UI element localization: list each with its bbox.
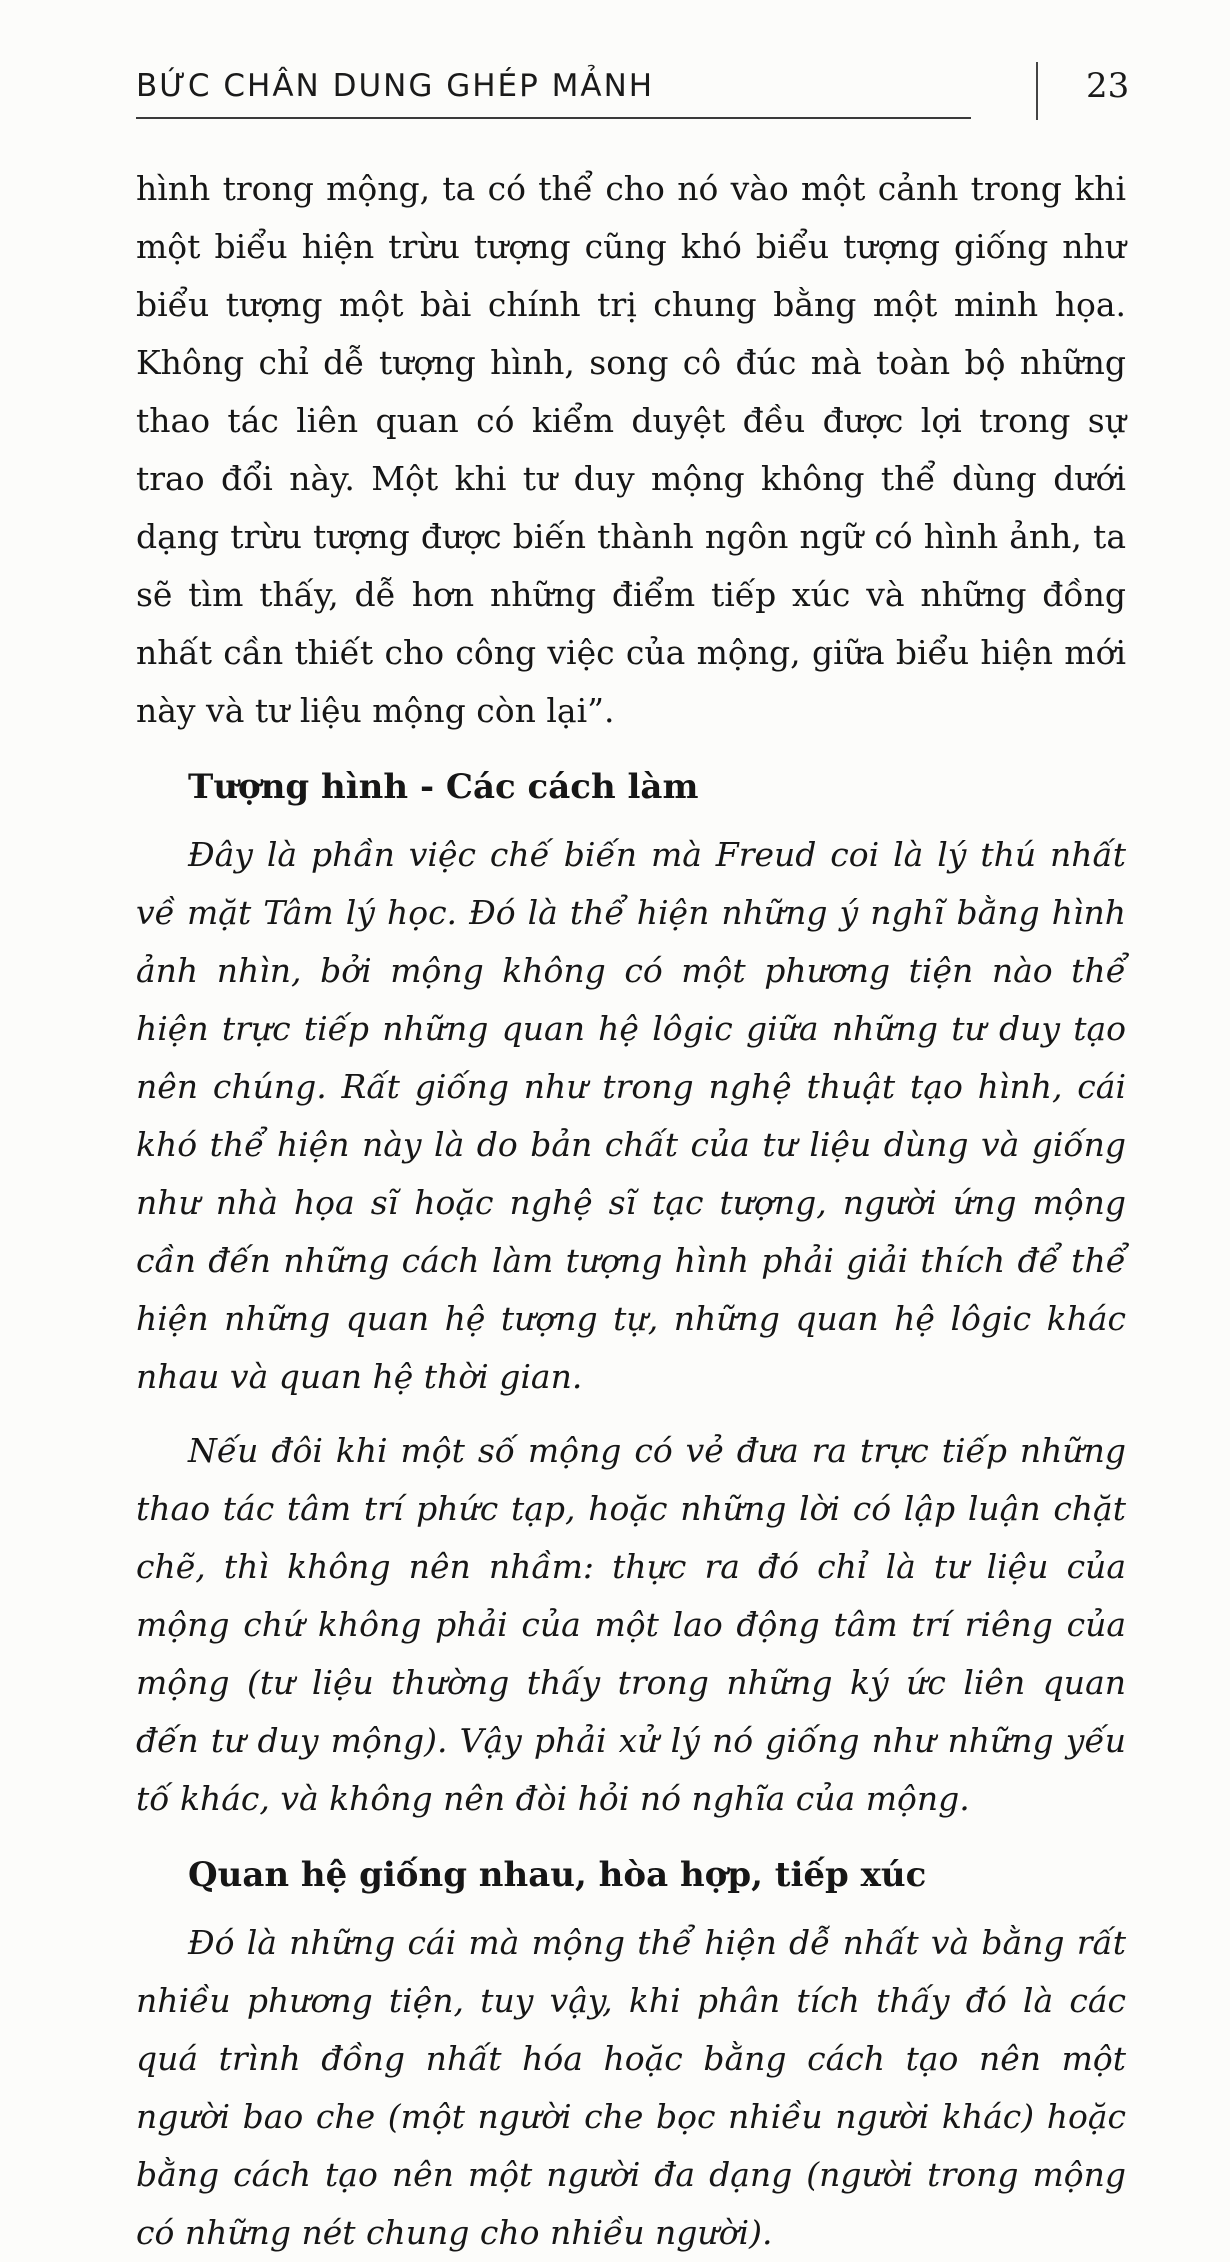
page-body — [136, 160, 1126, 2262]
section-heading-figuration: Tượng hình - Các cách làm — [188, 767, 699, 807]
paragraph-1: hình trong mộng, ta có thể cho nó vào một cảnh trong khi một biểu hiện trừu tượng cũng khó biểu tượng giống như biểu tượng một bài chính trị chung bằng một minh họa. Không chỉ dễ tượng hình, song cô đúc mà toàn bộ những thao tác liên quan có kiểm duyệt đều được lợi trong sự trao đổi này. Một khi tư duy mộng không thể dùng dưới dạng trừu tượng được biến thành ngôn ngữ có hình ảnh, ta sẽ tìm thấy, dễ hơn những điểm tiếp xúc và những đồng nhất cần thiết cho công việc của mộng, giữa biểu hiện mới này và tư liệu mộng còn lại”. — [136, 169, 1126, 730]
header-divider — [1036, 62, 1038, 120]
paragraph-gap — [136, 1406, 1126, 1422]
header-rule — [136, 117, 971, 119]
page-number: 23 — [1086, 66, 1130, 106]
paragraph-2: Đây là phần việc chế biến mà Freud coi là lý thú nhất về mặt Tâm lý học. Đó là thể hiện những ý nghĩ bằng hình ảnh nhìn, bởi mộng không có một phương tiện nào thể hiện trực tiếp những quan hệ lôgic giữa những tư duy tạo nên chúng. Rất giống như trong nghệ thuật tạo hình, cái khó thể hiện này là do bản chất của tư liệu dùng và giống như nhà họa sĩ hoặc nghệ sĩ tạc tượng, người ứng mộng cần đến những cách làm tượng hình phải giải thích để thể hiện những quan hệ tượng tự, những quan hệ lôgic khác nhau và quan hệ thời gian. — [136, 835, 1126, 1396]
paragraph-4: Đó là những cái mà mộng thể hiện dễ nhất và bằng rất nhiều phương tiện, tuy vậy, khi phân tích thấy đó là các quá trình đồng nhất hóa hoặc bằng cách tạo nên một người bao che (một người che bọc nhiều người khác) hoặc bằng cách tạo nên một người đa dạng (người trong mộng có những nét chung cho nhiều người). — [136, 1923, 1126, 2252]
section-heading-relations: Quan hệ giống nhau, hòa hợp, tiếp xúc — [188, 1855, 927, 1895]
running-title: BỨC CHÂN DUNG GHÉP MẢNH — [136, 68, 655, 104]
page-header — [136, 62, 1130, 122]
paragraph-3: Nếu đôi khi một số mộng có vẻ đưa ra trực tiếp những thao tác tâm trí phức tạp, hoặc những lời có lập luận chặt chẽ, thì không nên nhầm: thực ra đó chỉ là tư liệu của mộng chứ không phải của một lao động tâm trí riêng của mộng (tư liệu thường thấy trong những ký ức liên quan đến tư duy mộng). Vậy phải xử lý nó giống như những yếu tố khác, và không nên đòi hỏi nó nghĩa của mộng. — [136, 1431, 1126, 1818]
